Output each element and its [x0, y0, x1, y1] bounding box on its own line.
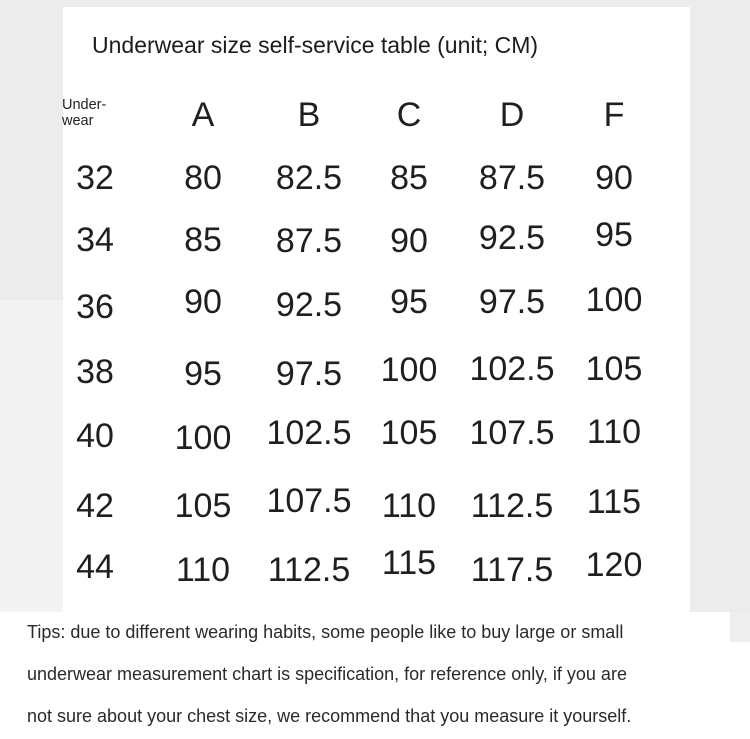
size-value-cell: 100 — [380, 351, 438, 389]
size-value-cell: 80 — [184, 159, 222, 197]
size-value-cell: 105 — [585, 350, 643, 388]
tip-line-1: Tips: due to different wearing habits, some people like to buy large or small — [27, 622, 624, 642]
size-value-cell: 120 — [585, 546, 643, 584]
size-value-cell: 97.5 — [275, 355, 343, 393]
size-value-cell: 105 — [380, 414, 438, 452]
size-value-cell: 102.5 — [266, 414, 352, 452]
size-value-cell: 82.5 — [275, 159, 343, 197]
size-value-cell: 90 — [595, 159, 633, 197]
size-value-cell: 95 — [184, 355, 222, 393]
size-value-cell: 100 — [585, 281, 643, 319]
left-background-strip — [0, 300, 63, 630]
size-value-cell: 110 — [175, 551, 231, 589]
size-value-cell: 115 — [381, 544, 437, 582]
band-size-cell: 44 — [76, 548, 114, 586]
size-value-cell: 90 — [390, 222, 428, 260]
size-value-cell: 102.5 — [469, 350, 555, 388]
band-size-cell: 36 — [76, 288, 114, 326]
size-value-cell: 107.5 — [266, 482, 352, 520]
band-size-cell: 32 — [76, 159, 114, 197]
size-value-cell: 112.5 — [470, 487, 554, 525]
row-header-label-line1: Under- — [62, 97, 107, 113]
size-value-cell: 115 — [586, 483, 642, 521]
table-title: Underwear size self-service table (unit; CM) — [92, 32, 539, 58]
size-value-cell: 110 — [586, 413, 642, 451]
size-value-cell: 112.5 — [267, 551, 351, 589]
size-value-cell: 90 — [184, 283, 222, 321]
tips-edge-strip — [730, 612, 750, 642]
size-value-cell: 85 — [390, 159, 428, 197]
size-value-cell: 100 — [174, 419, 232, 457]
column-header-f: F — [603, 96, 625, 134]
column-header-b: B — [297, 96, 321, 134]
size-value-cell: 87.5 — [275, 222, 343, 260]
size-value-cell: 117.5 — [470, 551, 554, 589]
band-size-cell: 42 — [76, 487, 114, 525]
tips-panel — [0, 612, 750, 739]
column-header-a: A — [191, 96, 215, 134]
size-value-cell: 95 — [390, 283, 428, 321]
size-value-cell: 92.5 — [275, 286, 343, 324]
column-header-c: C — [396, 96, 422, 134]
size-value-cell: 92.5 — [478, 219, 546, 257]
band-size-cell: 38 — [76, 353, 114, 391]
size-value-cell: 107.5 — [469, 414, 555, 452]
column-header-d: D — [499, 96, 525, 134]
band-size-cell: 34 — [76, 221, 114, 259]
size-value-cell: 85 — [184, 221, 222, 259]
size-value-cell: 87.5 — [478, 159, 546, 197]
size-value-cell: 97.5 — [478, 283, 546, 321]
size-value-cell: 95 — [595, 216, 633, 254]
band-size-cell: 40 — [76, 417, 114, 455]
row-header-label — [62, 97, 122, 129]
tip-line-3: not sure about your chest size, we recommend that you measure it yourself. — [27, 706, 632, 726]
size-value-cell: 105 — [174, 487, 232, 525]
size-value-cell: 110 — [381, 487, 437, 525]
row-header-label-line2: wear — [62, 113, 94, 129]
tip-line-2: underwear measurement chart is specification, for reference only, if you are — [27, 664, 627, 684]
